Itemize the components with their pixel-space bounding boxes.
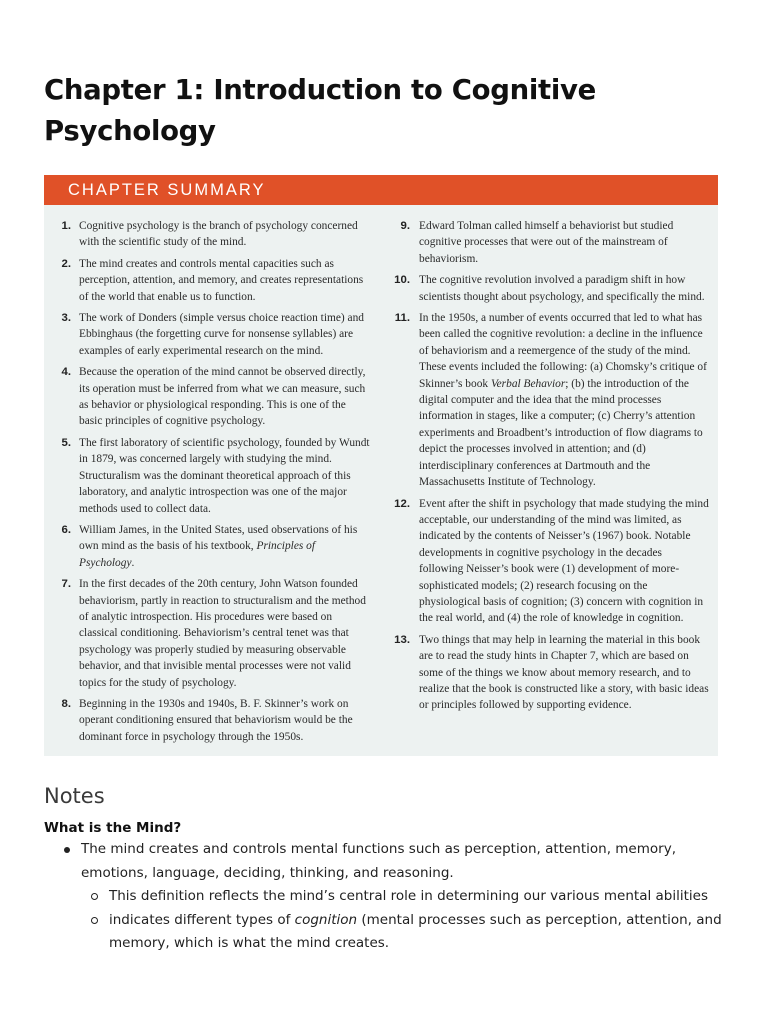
summary-item-number: 10. bbox=[394, 274, 410, 287]
notes-subheading: What is the Mind? bbox=[44, 820, 182, 836]
summary-item-text: Cognitive psychology is the branch of psychology concerned with the scientific study of the mind. bbox=[79, 220, 358, 249]
list-item bbox=[44, 838, 724, 956]
chapter-summary-figure bbox=[44, 175, 718, 756]
bullet-text: The mind creates and controls mental functions such as perception, attention, memory, emotions, language, deciding, thinking, and reasoning. bbox=[81, 841, 676, 881]
summary-item bbox=[58, 696, 372, 745]
notes-heading: Notes bbox=[44, 784, 105, 808]
summary-item-text: Two things that may help in learning the material in this book are to read the study hints in Chapter 7, which are based on some of the things we know about memory research, and to realize that the book is constructed like a story, with basic ideas or principles followed by supporting evidence. bbox=[419, 633, 709, 712]
bullet-dot-icon bbox=[64, 847, 70, 853]
summary-item-number: 1. bbox=[61, 220, 71, 232]
list-item bbox=[81, 885, 724, 909]
notes-bullet-list bbox=[44, 838, 724, 956]
summary-item bbox=[58, 576, 372, 691]
summary-item-number: 13. bbox=[394, 633, 410, 646]
summary-item bbox=[389, 496, 709, 627]
summary-item bbox=[58, 218, 372, 251]
summary-item-number: 12. bbox=[394, 497, 410, 510]
summary-item-number: 6. bbox=[61, 523, 71, 536]
summary-item-text: Event after the shift in psychology that made studying the mind acceptable, our understanding of the mind was limited, as indicated by the contents of Neisser’s (1967) book. Notable developments in cognitive psychology in the decades following Neisser’s book were (1) development of more-sophisticated models; (2) research focusing on the physiological basis of cognition; (3) concern with cognition in the real world, and (4) the role of knowledge in cognition. bbox=[419, 497, 709, 625]
summary-column-left bbox=[58, 218, 372, 750]
summary-item bbox=[58, 364, 372, 430]
summary-item-text: The work of Donders (simple versus choice reaction time) and Ebbinghaus (the forgetting curve for nonsense syllables) are examples of early experimental research on the mind. bbox=[79, 312, 364, 357]
summary-item-text: Beginning in the 1930s and 1940s, B. F. Skinner’s work on operant conditioning ensured that behaviorism would be the dominant force in psychology through the 1950s. bbox=[79, 697, 353, 743]
summary-item-number: 7. bbox=[61, 578, 71, 591]
hollow-bullet-icon bbox=[91, 917, 98, 924]
chapter-summary-header: CHAPTER SUMMARY bbox=[44, 175, 718, 205]
summary-item-text: In the 1950s, a number of events occurred that led to what has been called the cognitive revolution: a decline in the influence of behaviorism and a reemergence of the study of the mind. These events included the following: (a) Chomsky’s critique of Skinner’s book Verbal Behavior; (b) the introduction of the digital computer and the idea that the mind processes information in stages, like a computer; (c) Cherry’s attention experiments and Broadbent’s introduction of flow diagrams to depict the processes involved in attention; and (d) interdisciplinary conferences at Dartmouth and the Massachusetts Institute of Technology. bbox=[419, 312, 707, 489]
page-title: Chapter 1: Introduction to Cognitive Psychology bbox=[44, 74, 596, 147]
summary-item bbox=[58, 256, 372, 305]
summary-item-number: 8. bbox=[61, 697, 71, 710]
summary-item-number: 4. bbox=[61, 366, 71, 379]
summary-item bbox=[389, 272, 709, 305]
sub-bullet-text: indicates different types of cognition (mental processes such as perception, attention, and memory, which is what the mind creates. bbox=[109, 911, 722, 951]
summary-item-text: The cognitive revolution involved a paradigm shift in how scientists thought about psychology, and specifically the mind. bbox=[419, 274, 705, 303]
summary-item bbox=[389, 632, 709, 714]
summary-item-text: In the first decades of the 20th century, John Watson founded behaviorism, partly in reaction to structuralism and the method of analytic introspection. His procedures were based on classical conditioning. Behaviorism’s central tenet was that psychology was properly studied by measuring observable behavior, and that invisible mental processes were not valid topics for the study of psychology. bbox=[79, 578, 366, 689]
summary-item bbox=[389, 310, 709, 490]
hollow-bullet-icon bbox=[91, 893, 98, 900]
summary-item-number: 2. bbox=[61, 257, 71, 270]
list-item bbox=[81, 909, 724, 956]
summary-item-number: 11. bbox=[394, 312, 410, 325]
summary-item-text: William James, in the United States, used observations of his own mind as the basis of his textbook, Principles of Psychology. bbox=[79, 523, 358, 569]
summary-item bbox=[58, 310, 372, 359]
summary-item-number: 9. bbox=[400, 220, 410, 232]
summary-item-text: The first laboratory of scientific psychology, founded by Wundt in 1879, was concerned largely with studying the mind. Structuralism was the dominant theoretical approach of this laboratory, and analytic introspection was one of the major methods used to collect data. bbox=[79, 436, 370, 515]
summary-column-right bbox=[389, 218, 709, 719]
notes-sub-bullet-list bbox=[81, 885, 724, 956]
summary-item-text: The mind creates and controls mental capacities such as perception, attention, and memory, and creates representations of the world that enable us to function. bbox=[79, 257, 364, 303]
summary-item-text: Edward Tolman called himself a behaviorist but studied cognitive processes that were out of the mainstream of behaviorism. bbox=[419, 220, 674, 265]
summary-item-text: Because the operation of the mind cannot be observed directly, its operation must be inferred from what we can measure, such as behavior or physiological responding. This is one of the basic principles of cognitive psychology. bbox=[79, 366, 366, 428]
summary-item bbox=[58, 522, 372, 571]
summary-item bbox=[58, 435, 372, 517]
summary-item bbox=[389, 218, 709, 267]
summary-item-number: 3. bbox=[61, 312, 71, 325]
summary-item-number: 5. bbox=[61, 436, 71, 449]
sub-bullet-text: This definition reflects the mind’s central role in determining our various mental abilities bbox=[109, 888, 708, 904]
